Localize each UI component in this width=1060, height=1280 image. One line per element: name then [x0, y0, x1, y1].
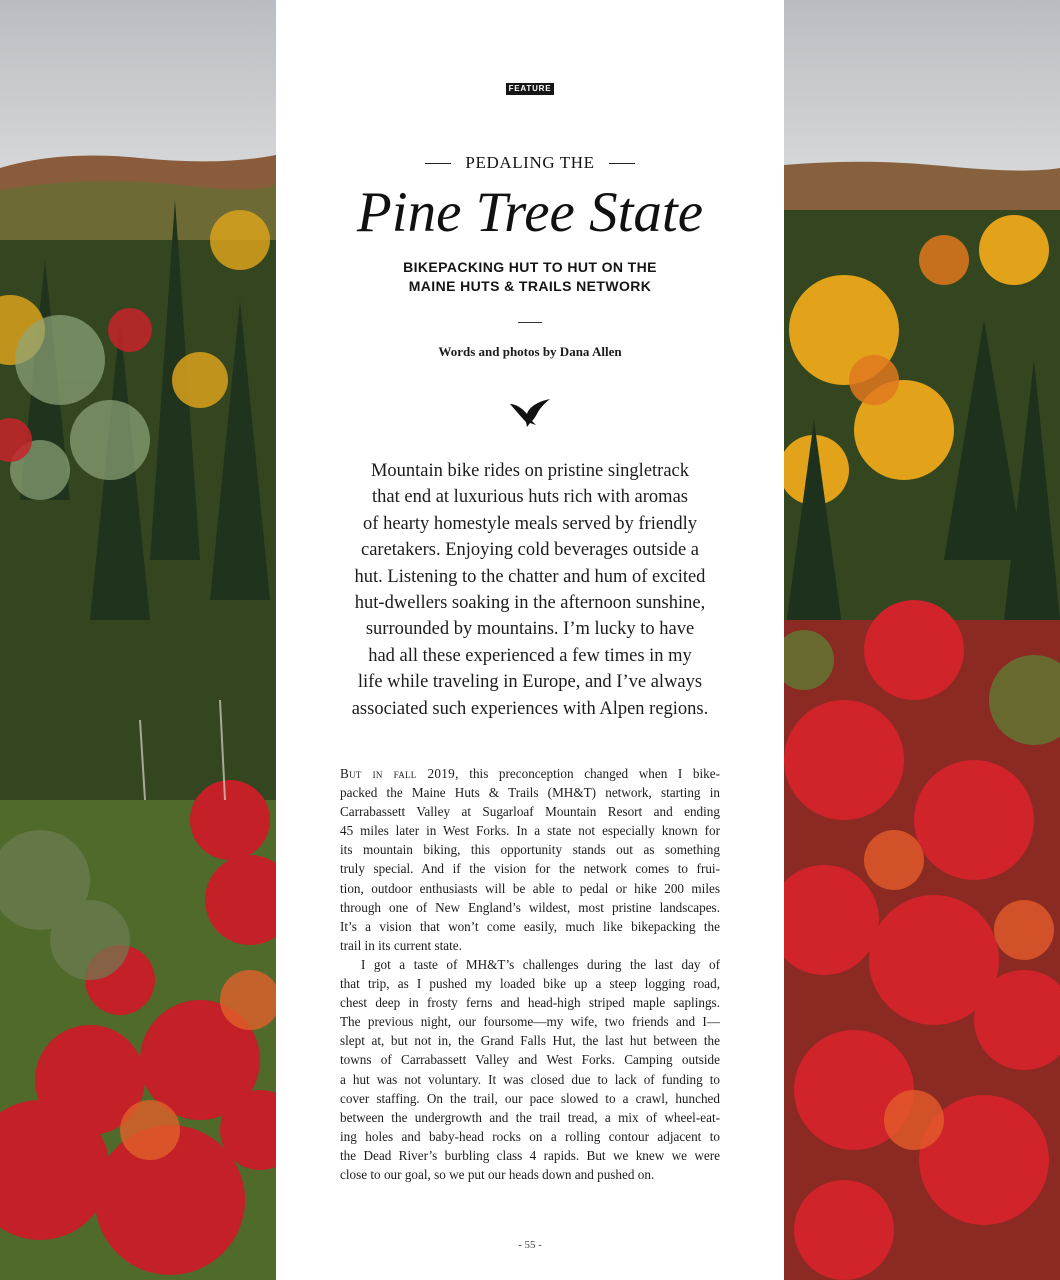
byline: Words and photos by Dana Allen — [438, 344, 622, 359]
bird-icon — [508, 398, 552, 428]
body-line: ing holes and baby-head rocks on a rolling contour adjacent to — [340, 1128, 720, 1144]
body-line: close to our goal, so we put our heads down and pushed on. — [340, 1166, 655, 1182]
deck — [276, 258, 784, 296]
kicker-rule-right — [609, 163, 635, 164]
body-text — [340, 764, 720, 1184]
body-line: It’s a vision that won’t come easily, much like bikepacking the — [340, 918, 720, 934]
body-line: that trip, as I pushed my loaded bike up a steep logging road, — [340, 976, 720, 992]
body-line: The previous night, our foursome—my wife, two friends and I— — [340, 1014, 720, 1030]
intro-paragraph — [340, 458, 720, 722]
intro-line: life while traveling in Europe, and I’ve always — [357, 672, 703, 693]
autumn-forest-photo-right — [784, 0, 1060, 1280]
body-line: between the undergrowth and the trail tread, a mix of wheel-eat- — [340, 1109, 720, 1125]
kicker-text: PEDALING THE — [465, 153, 595, 172]
autumn-forest-photo-left — [0, 0, 276, 1280]
intro-line: caretakers. Enjoying cold beverages outside a — [360, 540, 699, 561]
body-line: its mountain biking, this opportunity stands out as something — [340, 842, 720, 858]
page-number: - 55 - — [518, 1239, 542, 1251]
body-line: trail in its current state. — [340, 937, 462, 953]
body-line: I got a taste of MH&T’s challenges during the last day of — [361, 956, 720, 972]
divider-rule — [518, 322, 542, 323]
deck-line: BIKEPACKING HUT TO HUT ON THE — [403, 259, 657, 275]
section-tag: FEATURE — [506, 83, 554, 95]
photo-right-band — [784, 0, 1060, 1280]
photo-left-band — [0, 0, 276, 1280]
body-line — [340, 764, 720, 783]
kicker — [276, 153, 784, 173]
intro-line: hut-dwellers soaking in the afternoon sunshine, — [354, 593, 706, 614]
body-paragraph-2 — [340, 955, 720, 1184]
lead-in: But in fall 2019, — [340, 766, 459, 781]
intro-line: Mountain bike rides on pristine singletrack — [370, 461, 690, 481]
body-line: packed the Maine Huts & Trails (MH&T) network, starting in — [340, 785, 720, 801]
body-line: the Dead River’s burbling class 4 rapids. But we knew we were — [340, 1147, 720, 1163]
intro-line: of hearty homestyle meals served by friendly — [363, 513, 697, 534]
body-line: towns of Carrabassett Valley and West Forks. Camping outside — [340, 1052, 720, 1068]
body-line: a hut was not voluntary. It was closed due to lack of funding to — [340, 1071, 720, 1087]
body-line-rest: this preconception changed when I bike- — [458, 766, 720, 781]
intro-line: surrounded by mountains. I’m lucky to have — [365, 619, 695, 640]
intro-line: that end at luxurious huts rich with aromas — [372, 487, 688, 508]
body-line: slept at, but not in, the Grand Falls Hut, the last hut between the — [340, 1033, 720, 1049]
intro-line: associated such experiences with Alpen regions. — [351, 698, 709, 719]
intro-line: hut. Listening to the chatter and hum of excited — [354, 566, 706, 587]
body-line: Carrabassett Valley at Sugarloaf Mountain Resort and ending — [340, 804, 720, 820]
body-line: 45 miles later in West Forks. In a state not especially known for — [340, 823, 720, 839]
deck-line: MAINE HUTS & TRAILS NETWORK — [408, 278, 652, 294]
body-paragraph-1 — [340, 764, 720, 955]
body-line: truly special. And if the vision for the network comes to frui- — [340, 861, 720, 877]
intro-line: had all these experienced a few times in my — [368, 645, 692, 666]
headline: Pine Tree State — [356, 181, 704, 244]
body-line: cover staffing. On the trail, our pace slowed to a crawl, hunched — [340, 1090, 720, 1106]
body-line: chest deep in frosty ferns and head-high striped maple saplings. — [340, 995, 720, 1011]
body-line: through one of New England’s wildest, most pristine landscapes. — [340, 899, 720, 915]
body-line: tion, outdoor enthusiasts will be able to pedal or hike 200 miles — [340, 880, 720, 896]
kicker-rule-left — [425, 163, 451, 164]
